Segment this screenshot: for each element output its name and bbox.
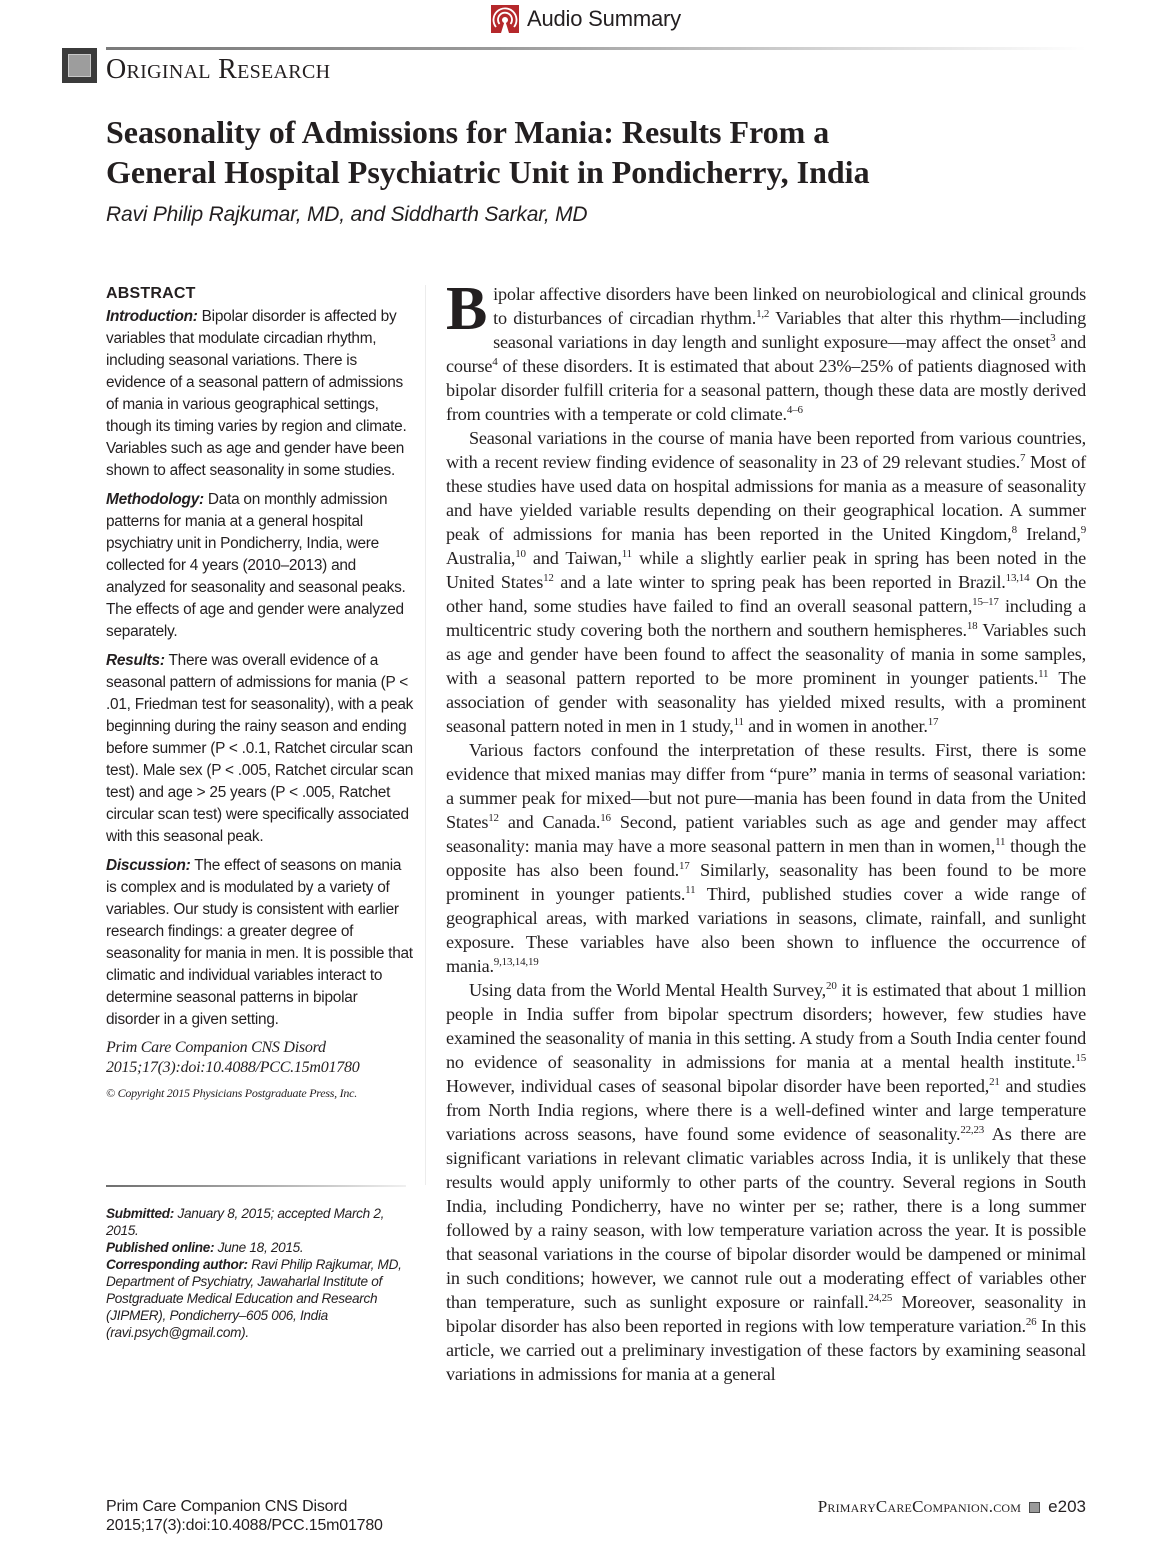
author-list: Ravi Philip Rajkumar, MD, and Siddharth Sarkar, MD xyxy=(106,203,588,226)
abstract xyxy=(106,283,414,1104)
footer-site-info xyxy=(818,1497,1086,1517)
submitted-info: Submitted: January 8, 2015; accepted March 2, 2015. xyxy=(106,1206,385,1238)
abstract-introduction: Introduction: Bipolar disorder is affected by variables that modulate circadian rhythm, including seasonal variations. There is evidence of a seasonal pattern of admissions of mania in various geographical settings, though its timing varies by region and climate. Variables such as age and gender have been shown to affect seasonality in some studies. xyxy=(106,308,407,479)
audio-summary-label: Audio Summary xyxy=(527,6,681,31)
abstract-divider xyxy=(106,1185,406,1187)
square-bullet-icon xyxy=(1029,1502,1040,1513)
drop-cap: B xyxy=(446,275,488,343)
corresponding-author: Corresponding author: Ravi Philip Rajkumar, MD, Department of Psychiatry, Jawaharlal Institute of Postgraduate Medical Education and Research (JIPMER), Pondicherry–605 006, India (ravi.psych@gmail.com). xyxy=(106,1257,402,1340)
abstract-discussion: Discussion: The effect of seasons on mania is complex and is modulated by a variety of variables. Our study is consistent with earlier research findings: a greater degree of seasonality for mania in men. It is possible that climatic and individual variables interact to determine seasonal patterns in bipolar disorder in a given setting. xyxy=(106,857,413,1028)
abstract-citation: Prim Care Companion CNS Disord 2015;17(3):doi:10.4088/PCC.15m01780 xyxy=(106,1039,360,1076)
article-title xyxy=(106,112,1006,192)
copyright-notice: © Copyright 2015 Physicians Postgraduate Press, Inc. xyxy=(106,1086,357,1100)
audio-broadcast-icon xyxy=(491,5,519,33)
body-paragraph: Various factors confound the interpretation of these results. First, there is some evidence that mixed manias may differ from “pure” mania in terms of seasonal variation: a summer peak for mixed—but not pure—mania has been found in data from the United States$^{12}$ and Canada.$^{16}$ Second, patient variables such as age and gender may affect seasonality: mania may have a more seasonal pattern in men than in women,$^{11}$ though the opposite has also been found.$^{17}$ Similarly, seasonality has been found to be more prominent in younger patients.$^{11}$ Third, published studies cover a wide range of geographical areas, with marked variations in seasons, climate, rainfall, and sunlight exposure. These variables have also been shown to influence the occurrence of mania.$^{9,13,14,19}$ xyxy=(446,740,1086,976)
abstract-methodology: Methodology: Data on monthly admission patterns for mania at a general hospital psychiatry unit in Pondicherry, India, were collected for 4 years (2010–2013) and analyzed for seasonality and seasonal peaks. The effects of age and gender were analyzed separately. xyxy=(106,491,406,640)
article-body xyxy=(446,275,1087,1386)
footer-site-link[interactable]: PrimaryCareCompanion.com xyxy=(817,1497,1022,1516)
section-divider xyxy=(106,47,1086,50)
footer-journal-citation: Prim Care Companion CNS Disord 2015;17(3):doi:10.4088/PCC.15m01780 xyxy=(106,1498,383,1534)
body-paragraph: Bipolar affective disorders have been linked on neurobiological and clinical grounds to disturbances of circadian rhythm.$^{1,2}$ Variables that alter this rhythm—including seasonal variations in day length and sunlight exposure—may affect the onset$^3$ and course$^4$ of these disorders. It is estimated that about 23%–25% of patients diagnosed with bipolar disorder fulfill criteria for a seasonal pattern, though these data are mostly derived from countries with a temperate or cold climate.$^{4-6}$ xyxy=(446,275,1086,424)
audio-summary-button[interactable] xyxy=(491,4,681,34)
abstract-results: Results: There was overall evidence of a seasonal pattern of admissions for mania (P < .01, Friedman test for seasonality), with a peak beginning during the rainy season and ending before summer (P < .0.1, Ratchet circular scan test). Male sex (P < .005, Ratchet circular scan test) and age > 25 years (P < .005, Ratchet circular scan test) were specifically associated with this seasonal peak. xyxy=(106,652,414,845)
body-paragraph: Seasonal variations in the course of mania have been reported from various countries, with a recent review finding evidence of seasonality in 23 of 29 relevant studies.$^7$ Most of these studies have used data on hospital admissions for mania as a measure of seasonality and have yielded variable results depending on their geographical location. A summer peak of admissions for mania has been reported in the United Kingdom,$^8$ Ireland,$^9$ Australia,$^{10}$ and Taiwan,$^{11}$ while a slightly earlier peak in spring has been noted in the United States$^{12}$ and a late winter to spring peak has been reported in Brazil.$^{13,14}$ On the other hand, some studies have failed to find an overall seasonal pattern,$^{15-17}$ including a multicentric study covering both the northern and southern hemispheres.$^{18}$ Variables such as age and gender have been found to affect the seasonality of mania in some samples, with a seasonal pattern reported to be more prominent in younger patients.$^{11}$ The association of gender with seasonality has yielded mixed results, with a prominent seasonal pattern noted in men in 1 study,$^{11}$ and in women in another.$^{17}$ xyxy=(446,428,1086,736)
published-info: Published online: June 18, 2015. xyxy=(106,1240,304,1255)
section-label: Original Research xyxy=(106,54,331,85)
section-marker-icon xyxy=(62,48,97,83)
article-meta xyxy=(106,1205,412,1341)
column-divider xyxy=(425,285,426,1185)
title-line-1: Seasonality of Admissions for Mania: Results From a xyxy=(106,114,830,150)
title-line-2: General Hospital Psychiatric Unit in Pondicherry, India xyxy=(106,154,870,190)
body-paragraph: Using data from the World Mental Health Survey,$^{20}$ it is estimated that about 1 million people in India suffer from bipolar spectrum disorders; however, few studies have examined the seasonality of mania in this setting. A study from a South India center found no evidence of seasonality in admissions for mania at a mental health institute.$^{15}$ However, individual cases of seasonal bipolar disorder have been reported,$^{21}$ and studies from North India regions, where there is a well-defined winter and large temperature variations across seasons, have found some evidence of seasonality.$^{22,23}$ As there are significant variations in relevant climatic variables across India, it is unlikely that these results would apply uniformly to other parts of the country. Several regions in South India, including Pondicherry, have no winter per se; rather, there is a long summer followed by a rainy season, with low temperature variation across the year. It is possible that seasonal variations in the course of bipolar disorder would be dampened or minimal in such conditions; however, we cannot rule out a moderating effect of variables other than temperature, such as sunlight exposure or rainfall.$^{24,25}$ Moreover, seasonality in bipolar disorder has also been reported in regions with low temperature variation.$^{26}$ In this article, we carried out a preliminary investigation of these factors by examining seasonal variations in admissions for mania at a general xyxy=(446,980,1087,1384)
abstract-heading: ABSTRACT xyxy=(106,285,196,302)
page-number: e203 xyxy=(1048,1497,1086,1516)
